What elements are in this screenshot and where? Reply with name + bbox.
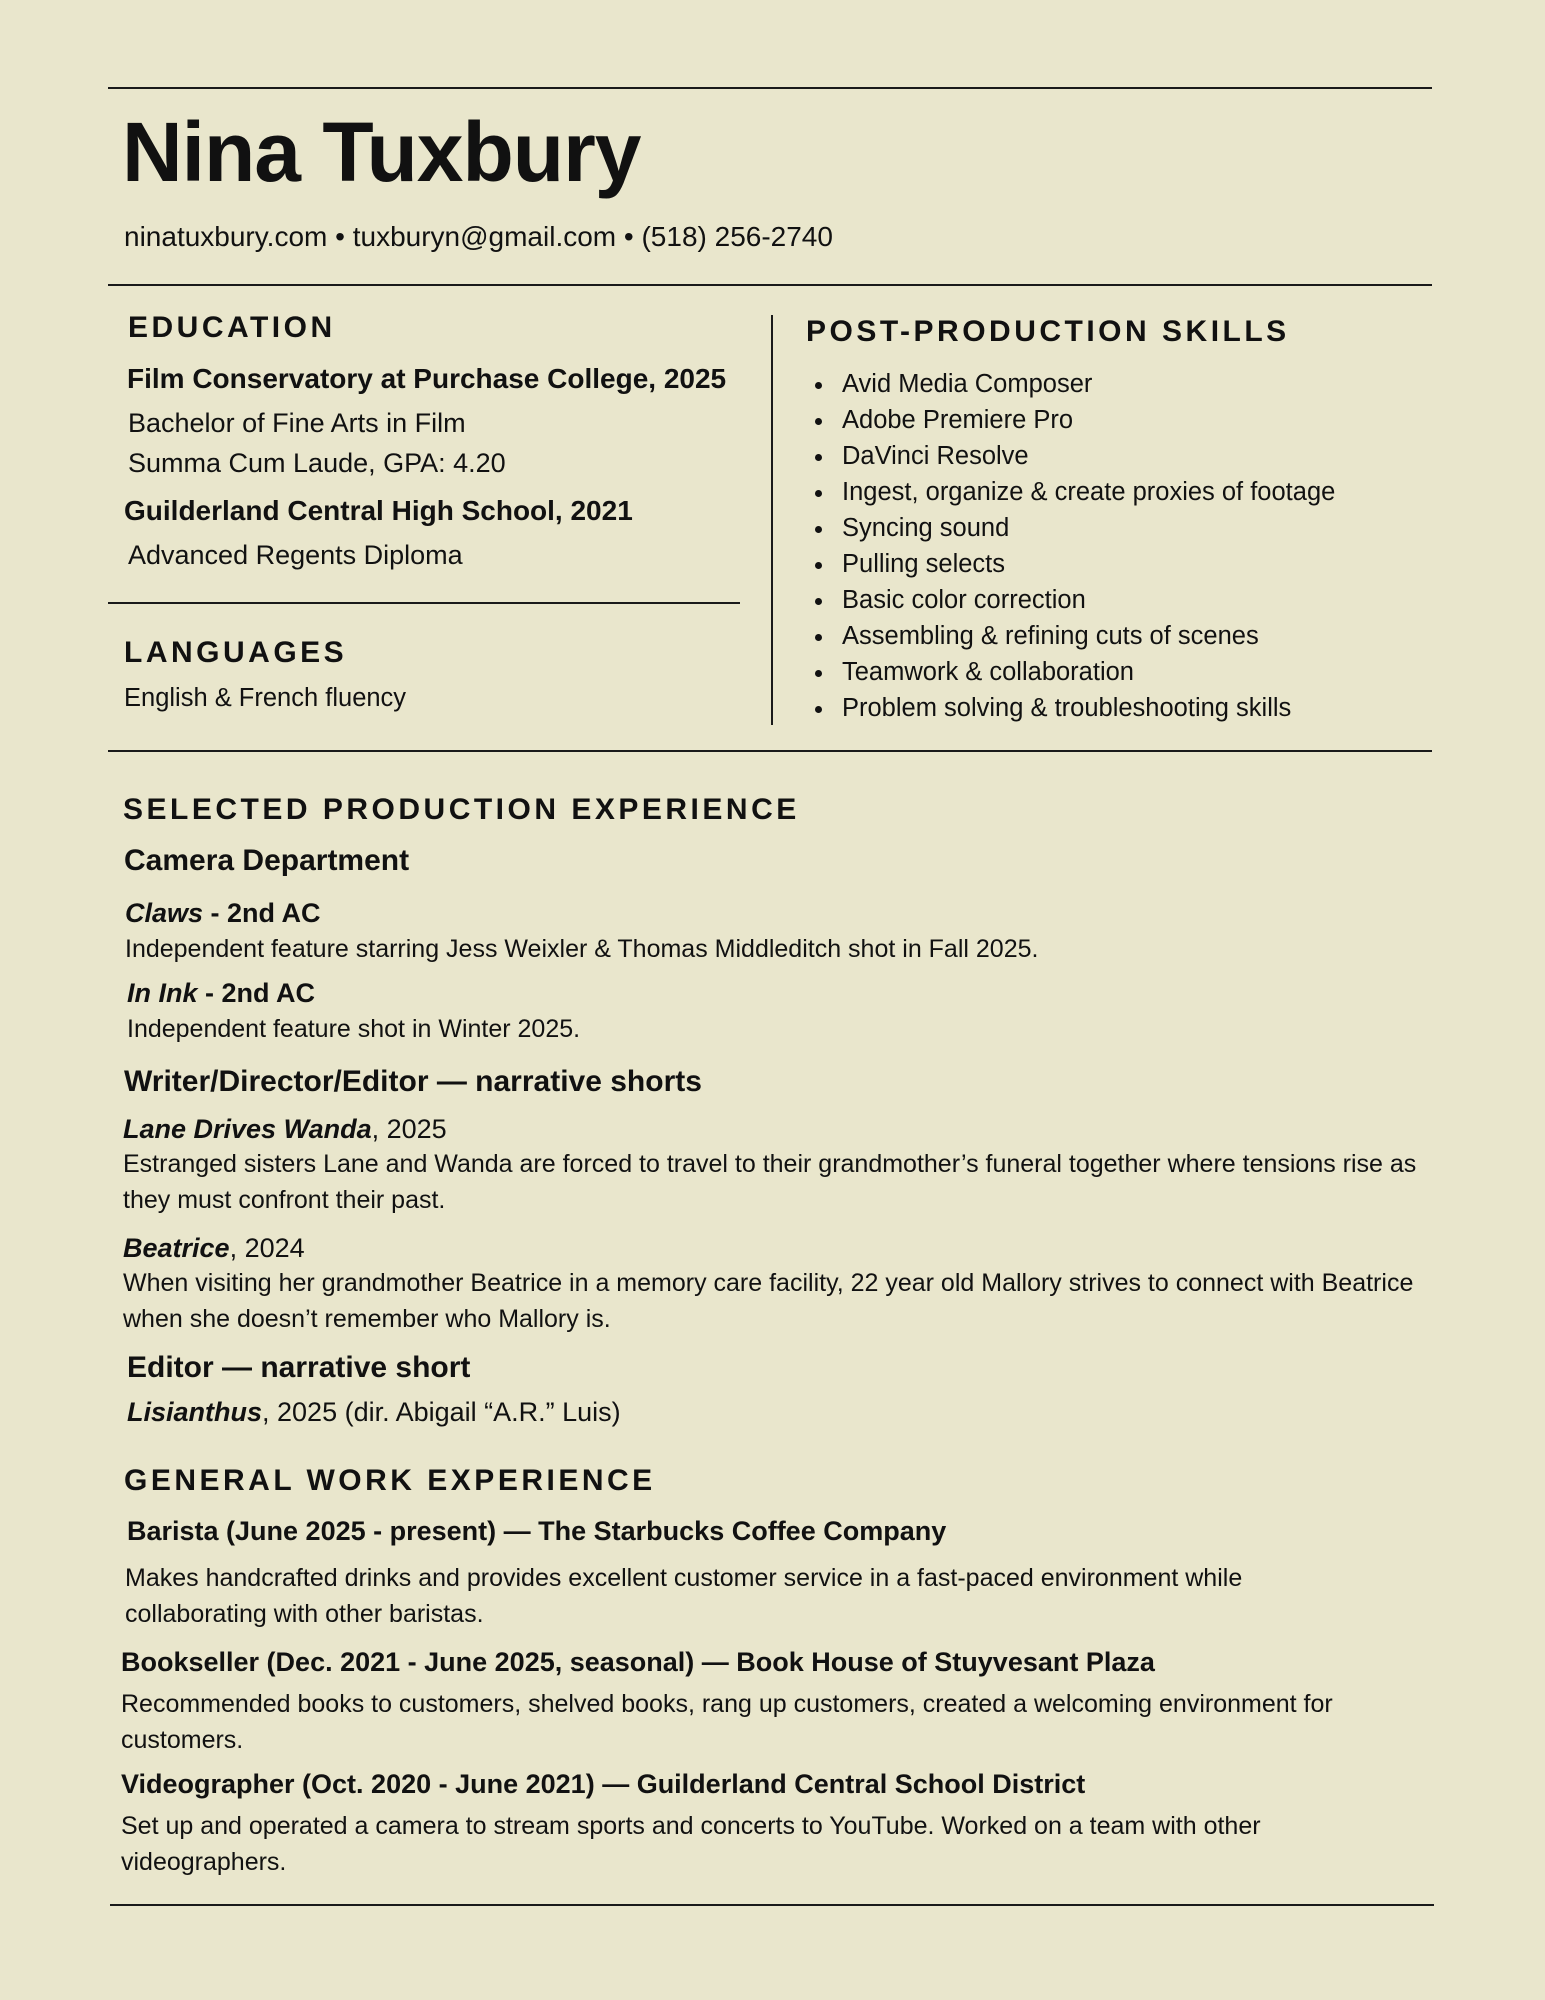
top-divider xyxy=(108,87,1432,89)
wde-heading: Writer/Director/Editor — narrative shorts xyxy=(124,1065,702,1098)
credit-claws xyxy=(125,897,321,929)
job-description: Recommended books to customers, shelved books, rang up customers, created a welcoming environment for customers. xyxy=(121,1690,1333,1754)
credit-lane-drives-wanda xyxy=(123,1113,447,1145)
languages-title: LANGUAGES xyxy=(124,636,348,669)
diploma-line: Advanced Regents Diploma xyxy=(128,540,463,570)
degree-line: Bachelor of Fine Arts in Film xyxy=(128,408,466,438)
credit-description: Independent feature starring Jess Weixler & Thomas Middleditch shot in Fall 2025. xyxy=(125,935,1039,963)
header-divider xyxy=(108,284,1432,286)
credit-lisianthus xyxy=(127,1396,621,1428)
skill-item: • Syncing sound xyxy=(836,510,1335,546)
film-title: Lane Drives Wanda xyxy=(123,1114,372,1144)
film-detail: , 2025 (dir. Abigail “A.R.” Luis) xyxy=(262,1397,621,1427)
skill-item: • Adobe Premiere Pro xyxy=(836,402,1335,438)
film-description: Estranged sisters Lane and Wanda are forced to travel to their grandmother’s funeral together where tensions rise as they must confront their past. xyxy=(123,1150,1417,1214)
bottom-divider xyxy=(110,1904,1434,1906)
work-title: GENERAL WORK EXPERIENCE xyxy=(124,1464,656,1497)
job-description: Makes handcrafted drinks and provides excellent customer service in a fast-paced environment while collaborating with other baristas. xyxy=(125,1564,1243,1628)
education-title: EDUCATION xyxy=(128,311,336,344)
job-heading: Bookseller (Dec. 2021 - June 2025, seasonal) — Book House of Stuyvesant Plaza xyxy=(121,1647,1155,1677)
film-title: Claws xyxy=(125,898,204,928)
school-name: Film Conservatory at Purchase College, 2025 xyxy=(127,363,727,394)
camera-heading: Camera Department xyxy=(124,844,410,877)
editor-heading: Editor — narrative short xyxy=(127,1351,471,1384)
film-year: , 2025 xyxy=(371,1114,447,1144)
skill-item: • Pulling selects xyxy=(836,546,1335,582)
credit-role: - 2nd AC xyxy=(203,898,321,928)
film-year: , 2024 xyxy=(229,1233,305,1263)
skill-item: • Ingest, organize & create proxies of footage xyxy=(836,474,1335,510)
credit-role: - 2nd AC xyxy=(197,978,316,1008)
film-title: In Ink xyxy=(127,978,198,1008)
school-name: Guilderland Central High School, 2021 xyxy=(124,495,633,526)
credit-description: Independent feature shot in Winter 2025. xyxy=(127,1015,581,1043)
skills-list xyxy=(806,366,1335,726)
resume-name: Nina Tuxbury xyxy=(122,105,641,199)
credit-in-ink xyxy=(127,977,315,1009)
job-heading: Barista (June 2025 - present) — The Starbucks Coffee Company xyxy=(127,1516,947,1546)
job-description: Set up and operated a camera to stream sports and concerts to YouTube. Worked on a team with other videographers. xyxy=(121,1812,1261,1876)
skills-title: POST-PRODUCTION SKILLS xyxy=(806,315,1290,348)
film-title: Lisianthus xyxy=(127,1397,263,1427)
education-languages-divider xyxy=(108,602,740,604)
skill-item: • Avid Media Composer xyxy=(836,366,1335,402)
production-title: SELECTED PRODUCTION EXPERIENCE xyxy=(123,793,800,826)
skill-item: • Problem solving & troubleshooting skills xyxy=(836,690,1335,726)
credit-beatrice xyxy=(123,1232,305,1264)
column-divider xyxy=(771,315,773,725)
film-description: When visiting her grandmother Beatrice in a memory care facility, 22 year old Mallory strives to connect with Beatrice when she doesn’t remember who Mallory is. xyxy=(123,1269,1414,1333)
languages-text: English & French fluency xyxy=(124,684,407,712)
skill-item: • DaVinci Resolve xyxy=(836,438,1335,474)
film-title: Beatrice xyxy=(123,1233,230,1263)
skill-item: • Assembling & refining cuts of scenes xyxy=(836,618,1335,654)
skill-item: • Basic color correction xyxy=(836,582,1335,618)
skills-section-divider xyxy=(108,750,1432,752)
honors-line: Summa Cum Laude, GPA: 4.20 xyxy=(128,448,506,478)
job-heading: Videographer (Oct. 2020 - June 2021) — Guilderland Central School District xyxy=(121,1769,1086,1799)
contact-line: ninatuxbury.com • tuxburyn@gmail.com • (518) 256-2740 xyxy=(124,221,833,252)
skill-item: • Teamwork & collaboration xyxy=(836,654,1335,690)
